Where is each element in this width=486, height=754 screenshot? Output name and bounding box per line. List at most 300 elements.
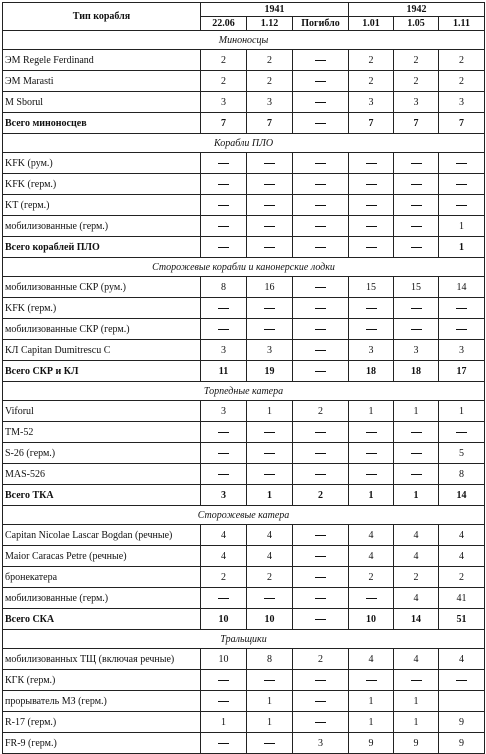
- dash-mark: [366, 474, 377, 475]
- ship-type-cell: KFK (герм.): [3, 298, 201, 319]
- count-cell: 16: [247, 277, 293, 298]
- count-cell: [247, 464, 293, 485]
- count-cell: 15: [394, 277, 439, 298]
- dash-mark: [218, 329, 229, 330]
- table-row: [3, 298, 485, 319]
- dash-mark: [456, 205, 467, 206]
- count-cell: 1: [394, 401, 439, 422]
- section-header-row: [3, 382, 485, 401]
- dash-mark: [411, 247, 422, 248]
- section-title: Корабли ПЛО: [3, 134, 485, 153]
- count-cell: [247, 733, 293, 754]
- count-cell: 5: [439, 443, 485, 464]
- count-cell: [201, 174, 247, 195]
- count-cell: [394, 298, 439, 319]
- count-cell: 4: [439, 525, 485, 546]
- count-cell: 9: [439, 733, 485, 754]
- dash-mark: [366, 680, 377, 681]
- count-cell: 1: [201, 712, 247, 733]
- table-row: [3, 712, 485, 733]
- section-title: Тральщики: [3, 630, 485, 649]
- ship-type-cell: Всего кораблей ПЛО: [3, 237, 201, 258]
- count-cell: [394, 670, 439, 691]
- dash-mark: [366, 226, 377, 227]
- table-row: [3, 588, 485, 609]
- table-row: [3, 691, 485, 712]
- count-cell: 17: [439, 361, 485, 382]
- count-cell: [293, 50, 349, 71]
- count-cell: 2: [349, 50, 394, 71]
- ship-type-cell: ЭМ Marasti: [3, 71, 201, 92]
- header-year-1942: 1942: [349, 3, 485, 17]
- ship-type-cell: Capitan Nicolae Lascar Bogdan (речные): [3, 525, 201, 546]
- count-cell: [439, 691, 485, 712]
- dash-mark: [411, 226, 422, 227]
- dash-mark: [315, 453, 326, 454]
- dash-mark: [366, 453, 377, 454]
- count-cell: 10: [349, 609, 394, 630]
- ship-type-cell: KT (герм.): [3, 195, 201, 216]
- count-cell: 1: [394, 712, 439, 733]
- dash-mark: [218, 680, 229, 681]
- count-cell: [293, 319, 349, 340]
- count-cell: [394, 195, 439, 216]
- table-row-total: [3, 361, 485, 382]
- table-row: [3, 464, 485, 485]
- count-cell: 2: [201, 50, 247, 71]
- count-cell: 9: [394, 733, 439, 754]
- ship-type-cell: FR-9 (герм.): [3, 733, 201, 754]
- header-year-1941: 1941: [201, 3, 349, 17]
- count-cell: [247, 670, 293, 691]
- count-cell: 2: [247, 71, 293, 92]
- count-cell: 1: [247, 401, 293, 422]
- count-cell: 19: [247, 361, 293, 382]
- dash-mark: [315, 722, 326, 723]
- count-cell: 2: [201, 567, 247, 588]
- ship-type-cell: M Sborul: [3, 92, 201, 113]
- count-cell: 2: [439, 50, 485, 71]
- count-cell: 3: [247, 340, 293, 361]
- count-cell: [293, 670, 349, 691]
- header-date-col: 1.12: [247, 17, 293, 31]
- count-cell: [293, 712, 349, 733]
- ship-type-cell: S-26 (герм.): [3, 443, 201, 464]
- count-cell: [201, 691, 247, 712]
- table-row: [3, 525, 485, 546]
- count-cell: [349, 422, 394, 443]
- count-cell: [201, 733, 247, 754]
- count-cell: [293, 113, 349, 134]
- table-row-total: [3, 609, 485, 630]
- count-cell: 2: [394, 567, 439, 588]
- count-cell: [394, 443, 439, 464]
- dash-mark: [218, 598, 229, 599]
- count-cell: [293, 92, 349, 113]
- count-cell: 3: [349, 340, 394, 361]
- dash-mark: [264, 226, 275, 227]
- dash-mark: [218, 163, 229, 164]
- count-cell: 1: [439, 216, 485, 237]
- count-cell: 3: [349, 92, 394, 113]
- count-cell: 1: [349, 485, 394, 506]
- count-cell: [293, 464, 349, 485]
- count-cell: [293, 237, 349, 258]
- count-cell: 4: [247, 546, 293, 567]
- dash-mark: [315, 81, 326, 82]
- dash-mark: [315, 371, 326, 372]
- dash-mark: [456, 308, 467, 309]
- count-cell: 2: [201, 71, 247, 92]
- count-cell: [439, 422, 485, 443]
- count-cell: [293, 195, 349, 216]
- count-cell: 4: [394, 525, 439, 546]
- dash-mark: [411, 453, 422, 454]
- dash-mark: [315, 474, 326, 475]
- section-header-row: [3, 31, 485, 50]
- count-cell: [349, 443, 394, 464]
- count-cell: 1: [247, 485, 293, 506]
- table-row: [3, 340, 485, 361]
- count-cell: 2: [394, 71, 439, 92]
- count-cell: 10: [201, 609, 247, 630]
- count-cell: 3: [439, 92, 485, 113]
- count-cell: 4: [394, 546, 439, 567]
- dash-mark: [315, 329, 326, 330]
- count-cell: [247, 195, 293, 216]
- count-cell: [201, 319, 247, 340]
- count-cell: [247, 237, 293, 258]
- header-date-col: 22.06: [201, 17, 247, 31]
- count-cell: [439, 153, 485, 174]
- count-cell: 4: [349, 546, 394, 567]
- count-cell: 4: [201, 525, 247, 546]
- dash-mark: [456, 329, 467, 330]
- table-row: [3, 422, 485, 443]
- count-cell: 8: [439, 464, 485, 485]
- count-cell: [293, 361, 349, 382]
- count-cell: [349, 588, 394, 609]
- count-cell: 15: [349, 277, 394, 298]
- dash-mark: [218, 247, 229, 248]
- count-cell: 14: [439, 277, 485, 298]
- section-header-row: [3, 258, 485, 277]
- ship-type-cell: Viforul: [3, 401, 201, 422]
- dash-mark: [264, 184, 275, 185]
- count-cell: [201, 464, 247, 485]
- count-cell: 8: [247, 649, 293, 670]
- dash-mark: [218, 308, 229, 309]
- count-cell: [394, 422, 439, 443]
- fleet-composition-table-container: [2, 2, 485, 754]
- count-cell: [201, 422, 247, 443]
- dash-mark: [456, 432, 467, 433]
- count-cell: 4: [349, 525, 394, 546]
- dash-mark: [366, 598, 377, 599]
- count-cell: 3: [247, 92, 293, 113]
- ship-type-cell: TM-52: [3, 422, 201, 443]
- count-cell: 4: [349, 649, 394, 670]
- dash-mark: [456, 184, 467, 185]
- count-cell: 51: [439, 609, 485, 630]
- count-cell: 4: [439, 546, 485, 567]
- count-cell: [349, 319, 394, 340]
- table-row: [3, 174, 485, 195]
- table-row: [3, 216, 485, 237]
- count-cell: 18: [394, 361, 439, 382]
- ship-type-cell: мобилизованные (герм.): [3, 216, 201, 237]
- count-cell: 4: [439, 649, 485, 670]
- dash-mark: [315, 102, 326, 103]
- count-cell: [439, 670, 485, 691]
- count-cell: 2: [247, 50, 293, 71]
- dash-mark: [456, 163, 467, 164]
- count-cell: [439, 174, 485, 195]
- ship-type-cell: прорыватель МЗ (герм.): [3, 691, 201, 712]
- count-cell: 11: [201, 361, 247, 382]
- table-row: [3, 50, 485, 71]
- fleet-composition-table: [2, 2, 485, 754]
- dash-mark: [264, 163, 275, 164]
- table-row: [3, 567, 485, 588]
- count-cell: 7: [439, 113, 485, 134]
- count-cell: [201, 443, 247, 464]
- ship-type-cell: Всего ТКА: [3, 485, 201, 506]
- dash-mark: [411, 329, 422, 330]
- count-cell: 1: [349, 691, 394, 712]
- ship-type-cell: R-17 (герм.): [3, 712, 201, 733]
- ship-type-cell: мобилизованные (герм.): [3, 588, 201, 609]
- ship-type-cell: бронекатера: [3, 567, 201, 588]
- count-cell: [201, 298, 247, 319]
- table-row: [3, 71, 485, 92]
- count-cell: 1: [349, 712, 394, 733]
- count-cell: 18: [349, 361, 394, 382]
- header-date-col: 1.05: [394, 17, 439, 31]
- count-cell: [201, 153, 247, 174]
- dash-mark: [411, 205, 422, 206]
- count-cell: [394, 237, 439, 258]
- table-row: [3, 319, 485, 340]
- dash-mark: [315, 308, 326, 309]
- ship-type-cell: мобилизованных ТЩ (включая речные): [3, 649, 201, 670]
- header-lost-col: Погибло: [293, 17, 349, 31]
- dash-mark: [315, 535, 326, 536]
- count-cell: [293, 609, 349, 630]
- count-cell: 14: [394, 609, 439, 630]
- count-cell: 4: [201, 546, 247, 567]
- dash-mark: [218, 205, 229, 206]
- count-cell: [247, 443, 293, 464]
- section-title: Миноносцы: [3, 31, 485, 50]
- count-cell: [394, 153, 439, 174]
- count-cell: [247, 153, 293, 174]
- count-cell: [349, 464, 394, 485]
- count-cell: 1: [349, 401, 394, 422]
- table-row: [3, 277, 485, 298]
- count-cell: 10: [247, 609, 293, 630]
- dash-mark: [411, 680, 422, 681]
- count-cell: [293, 567, 349, 588]
- count-cell: [247, 422, 293, 443]
- count-cell: 3: [394, 92, 439, 113]
- count-cell: 3: [201, 92, 247, 113]
- count-cell: [349, 153, 394, 174]
- header-row-years: [3, 3, 485, 17]
- count-cell: [439, 195, 485, 216]
- count-cell: 1: [247, 691, 293, 712]
- count-cell: 1: [247, 712, 293, 733]
- dash-mark: [315, 287, 326, 288]
- table-row: [3, 546, 485, 567]
- dash-mark: [315, 432, 326, 433]
- count-cell: [293, 340, 349, 361]
- ship-type-cell: Maior Caracas Petre (речные): [3, 546, 201, 567]
- dash-mark: [315, 619, 326, 620]
- dash-mark: [218, 474, 229, 475]
- count-cell: [293, 277, 349, 298]
- count-cell: [293, 153, 349, 174]
- dash-mark: [315, 598, 326, 599]
- count-cell: [349, 670, 394, 691]
- header-date-col: 1.01: [349, 17, 394, 31]
- count-cell: 2: [293, 401, 349, 422]
- table-row-total: [3, 237, 485, 258]
- dash-mark: [264, 598, 275, 599]
- table-row: [3, 670, 485, 691]
- dash-mark: [264, 432, 275, 433]
- count-cell: [293, 443, 349, 464]
- dash-mark: [315, 205, 326, 206]
- count-cell: 1: [394, 691, 439, 712]
- dash-mark: [366, 247, 377, 248]
- table-body: [3, 31, 485, 754]
- ship-type-cell: MAS-526: [3, 464, 201, 485]
- ship-type-cell: мобилизованные СКР (герм.): [3, 319, 201, 340]
- dash-mark: [264, 205, 275, 206]
- ship-type-cell: ЭМ Regele Ferdinand: [3, 50, 201, 71]
- count-cell: 2: [293, 485, 349, 506]
- count-cell: [247, 588, 293, 609]
- count-cell: 1: [439, 237, 485, 258]
- count-cell: [394, 319, 439, 340]
- count-cell: [293, 525, 349, 546]
- table-row: [3, 195, 485, 216]
- count-cell: 2: [349, 567, 394, 588]
- count-cell: [349, 216, 394, 237]
- dash-mark: [218, 743, 229, 744]
- dash-mark: [411, 184, 422, 185]
- ship-type-cell: КГК (герм.): [3, 670, 201, 691]
- count-cell: 2: [439, 71, 485, 92]
- table-row: [3, 153, 485, 174]
- count-cell: 7: [247, 113, 293, 134]
- header-date-col: 1.11: [439, 17, 485, 31]
- dash-mark: [315, 60, 326, 61]
- count-cell: 4: [394, 588, 439, 609]
- count-cell: [293, 216, 349, 237]
- dash-mark: [315, 184, 326, 185]
- count-cell: 7: [394, 113, 439, 134]
- count-cell: 3: [201, 340, 247, 361]
- dash-mark: [218, 701, 229, 702]
- count-cell: [201, 195, 247, 216]
- section-header-row: [3, 630, 485, 649]
- count-cell: 41: [439, 588, 485, 609]
- count-cell: 2: [394, 50, 439, 71]
- count-cell: [247, 319, 293, 340]
- count-cell: [247, 174, 293, 195]
- ship-type-cell: КЛ Capitan Dumitrescu C: [3, 340, 201, 361]
- dash-mark: [264, 474, 275, 475]
- count-cell: [349, 298, 394, 319]
- count-cell: [247, 298, 293, 319]
- ship-type-cell: Всего СКА: [3, 609, 201, 630]
- count-cell: [201, 216, 247, 237]
- count-cell: [293, 691, 349, 712]
- dash-mark: [366, 163, 377, 164]
- count-cell: 3: [293, 733, 349, 754]
- ship-type-cell: KFK (герм.): [3, 174, 201, 195]
- dash-mark: [411, 432, 422, 433]
- count-cell: 14: [439, 485, 485, 506]
- count-cell: 7: [201, 113, 247, 134]
- dash-mark: [264, 453, 275, 454]
- table-row-total: [3, 113, 485, 134]
- dash-mark: [366, 432, 377, 433]
- count-cell: [293, 546, 349, 567]
- table-row: [3, 649, 485, 670]
- dash-mark: [315, 680, 326, 681]
- header-ship-type: Тип корабля: [3, 3, 201, 31]
- count-cell: [201, 237, 247, 258]
- count-cell: 9: [439, 712, 485, 733]
- section-title: Сторожевые корабли и канонерские лодки: [3, 258, 485, 277]
- count-cell: [293, 71, 349, 92]
- count-cell: 2: [247, 567, 293, 588]
- section-header-row: [3, 134, 485, 153]
- count-cell: 8: [201, 277, 247, 298]
- dash-mark: [366, 329, 377, 330]
- count-cell: [349, 174, 394, 195]
- ship-type-cell: Всего миноносцев: [3, 113, 201, 134]
- section-header-row: [3, 506, 485, 525]
- table-row: [3, 92, 485, 113]
- count-cell: [394, 464, 439, 485]
- count-cell: [247, 216, 293, 237]
- count-cell: 3: [439, 340, 485, 361]
- ship-type-cell: KFK (рум.): [3, 153, 201, 174]
- dash-mark: [315, 163, 326, 164]
- ship-type-cell: Всего СКР и КЛ: [3, 361, 201, 382]
- count-cell: 4: [247, 525, 293, 546]
- dash-mark: [264, 329, 275, 330]
- count-cell: [293, 588, 349, 609]
- dash-mark: [218, 226, 229, 227]
- count-cell: [349, 237, 394, 258]
- dash-mark: [315, 226, 326, 227]
- count-cell: [293, 174, 349, 195]
- dash-mark: [264, 743, 275, 744]
- count-cell: [201, 670, 247, 691]
- table-row: [3, 733, 485, 754]
- count-cell: 2: [293, 649, 349, 670]
- count-cell: 2: [439, 567, 485, 588]
- section-title: Сторожевые катера: [3, 506, 485, 525]
- count-cell: 7: [349, 113, 394, 134]
- dash-mark: [411, 163, 422, 164]
- count-cell: 3: [394, 340, 439, 361]
